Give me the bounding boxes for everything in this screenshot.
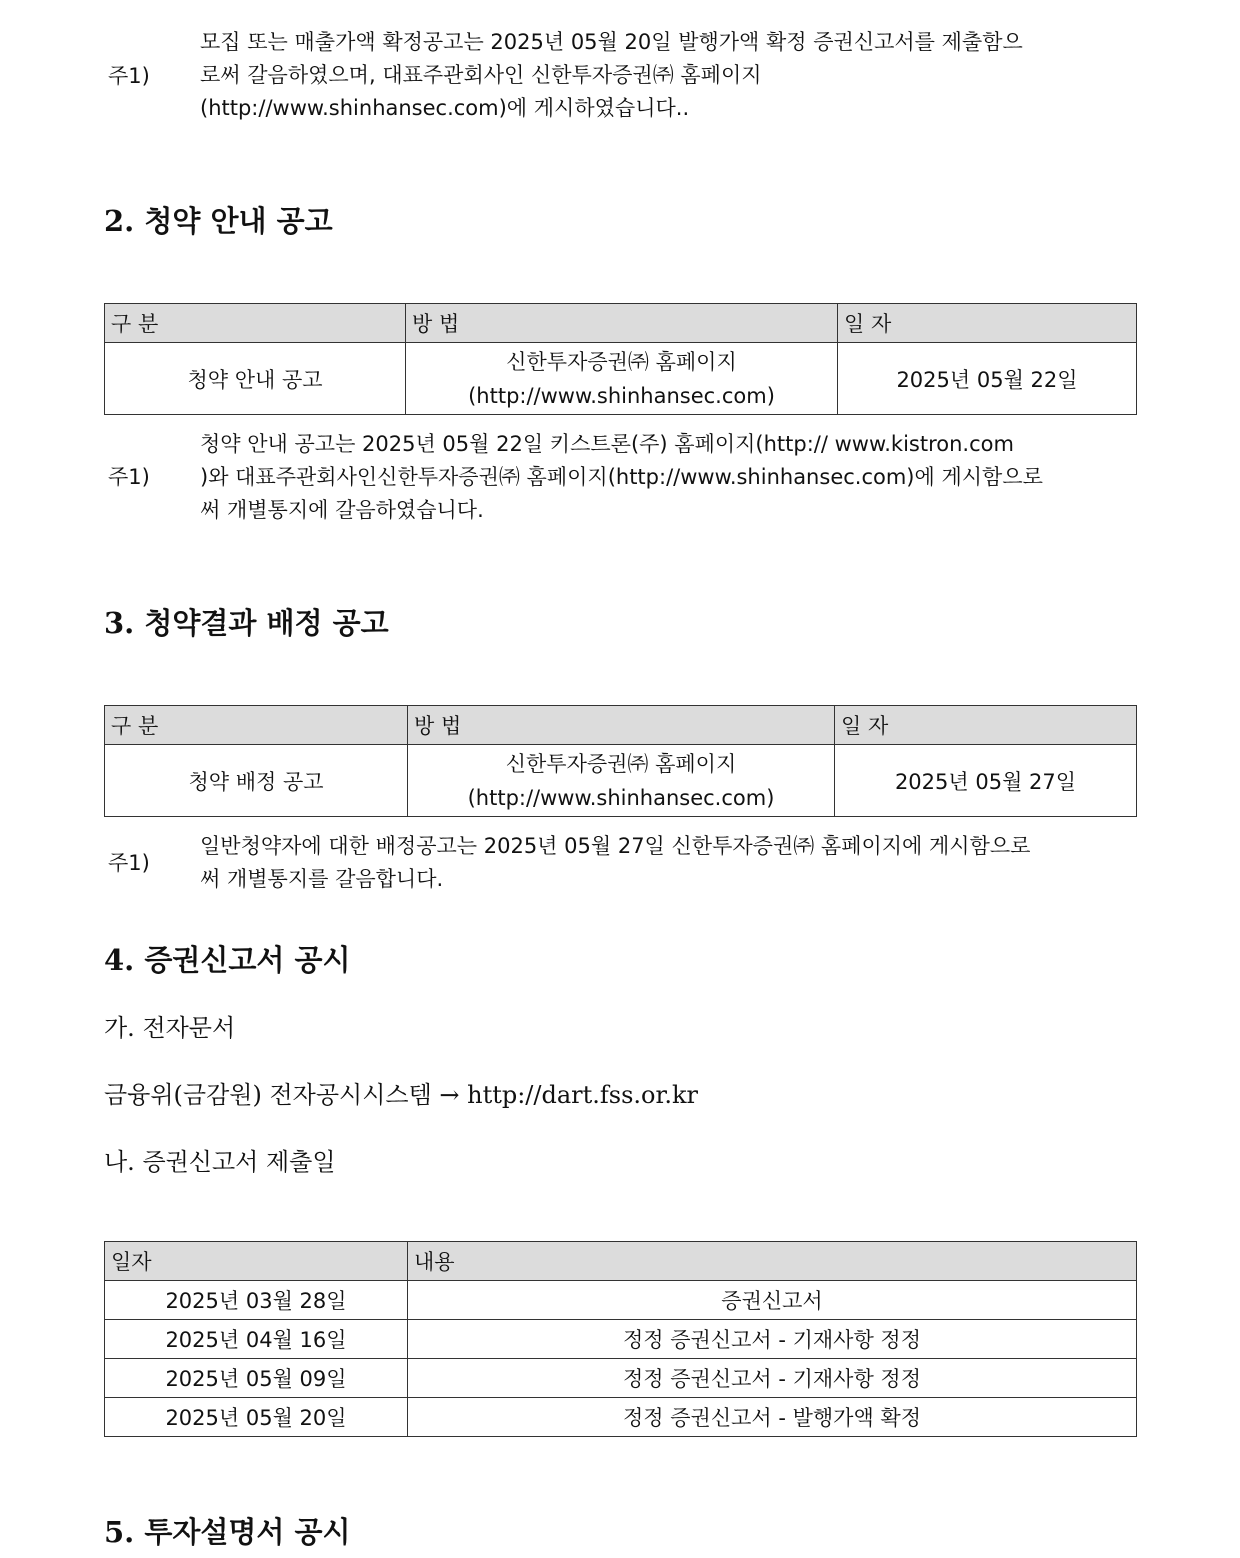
column-header: 구 분: [105, 706, 408, 745]
table-row: [105, 1398, 1137, 1437]
date-cell: 2025년 03월 28일: [105, 1281, 408, 1320]
filing-dates-table: [104, 1241, 1137, 1437]
note-line: 청약 안내 공고는 2025년 05월 22일 키스트론(주) 홈페이지(http:// www.kistron.com: [200, 432, 1014, 456]
column-header: 방 법: [406, 304, 838, 343]
note-text: [200, 428, 1140, 527]
table-row: [105, 1281, 1137, 1320]
date-cell: 2025년 05월 22일: [838, 343, 1137, 415]
column-header: 일자: [105, 1242, 408, 1281]
date-cell: 2025년 05월 20일: [105, 1398, 408, 1437]
table-header-row: [105, 304, 1137, 343]
note-line: 일반청약자에 대한 배정공고는 2025년 05월 27일 신한투자증권㈜ 홈페이지에 게시함으로: [200, 834, 1031, 858]
table-header-row: [105, 706, 1137, 745]
table-row: [105, 343, 1137, 415]
column-header: 일 자: [835, 706, 1137, 745]
table-row: [105, 1320, 1137, 1359]
date-cell: 2025년 05월 09일: [105, 1359, 408, 1398]
column-header: 일 자: [838, 304, 1137, 343]
allotment-notice-table: [104, 705, 1137, 817]
table-row: [105, 745, 1137, 817]
section-heading: 4. 증권신고서 공시: [104, 943, 351, 977]
content-cell: 증권신고서: [408, 1281, 1137, 1320]
subscription-notice-table: [104, 303, 1137, 415]
method-url: (http://www.shinhansec.com): [467, 785, 775, 810]
category-cell: 청약 배정 공고: [105, 745, 408, 817]
note-line: (http://www.shinhansec.com)에 게시하였습니다..: [200, 96, 690, 120]
note-line: 로써 갈음하였으며, 대표주관회사인 신한투자증권㈜ 홈페이지: [200, 63, 762, 87]
note-label: 주1): [108, 465, 150, 489]
note-text: [200, 26, 1140, 125]
column-header: 방 법: [408, 706, 835, 745]
note-label: 주1): [108, 64, 150, 88]
table-row: [105, 1359, 1137, 1398]
note-line: 써 개별통지에 갈음하였습니다.: [200, 498, 484, 522]
date-cell: 2025년 05월 27일: [835, 745, 1137, 817]
section-heading: 2. 청약 안내 공고: [104, 204, 333, 238]
note-text: [200, 830, 1140, 896]
dart-reference: 금융위(금감원) 전자공시시스템 → http://dart.fss.or.kr: [104, 1081, 698, 1109]
section-heading: 5. 투자설명서 공시: [104, 1515, 351, 1549]
note-label: 주1): [108, 851, 150, 875]
note-line: 모집 또는 매출가액 확정공고는 2025년 05월 20일 발행가액 확정 증권신고서를 제출함으: [200, 30, 1023, 54]
date-cell: 2025년 04월 16일: [105, 1320, 408, 1359]
column-header: 내용: [408, 1242, 1137, 1281]
content-cell: 정정 증권신고서 - 기재사항 정정: [408, 1359, 1137, 1398]
method-url: (http://www.shinhansec.com): [468, 383, 775, 408]
sub-heading: 가. 전자문서: [104, 1014, 236, 1042]
method-cell: [408, 745, 835, 817]
sub-heading: 나. 증권신고서 제출일: [104, 1148, 336, 1176]
method-cell: [406, 343, 838, 415]
section-heading: 3. 청약결과 배정 공고: [104, 606, 389, 640]
column-header: 구 분: [105, 304, 406, 343]
method-line: 신한투자증권㈜ 홈페이지: [506, 349, 737, 374]
content-cell: 정정 증권신고서 - 기재사항 정정: [408, 1320, 1137, 1359]
table-header-row: [105, 1242, 1137, 1281]
note-line: 써 개별통지를 갈음합니다.: [200, 867, 444, 891]
content-cell: 정정 증권신고서 - 발행가액 확정: [408, 1398, 1137, 1437]
method-line: 신한투자증권㈜ 홈페이지: [505, 751, 737, 776]
category-cell: 청약 안내 공고: [105, 343, 406, 415]
note-line: )와 대표주관회사인신한투자증권㈜ 홈페이지(http://www.shinhansec.com)에 게시함으로: [200, 465, 1043, 489]
